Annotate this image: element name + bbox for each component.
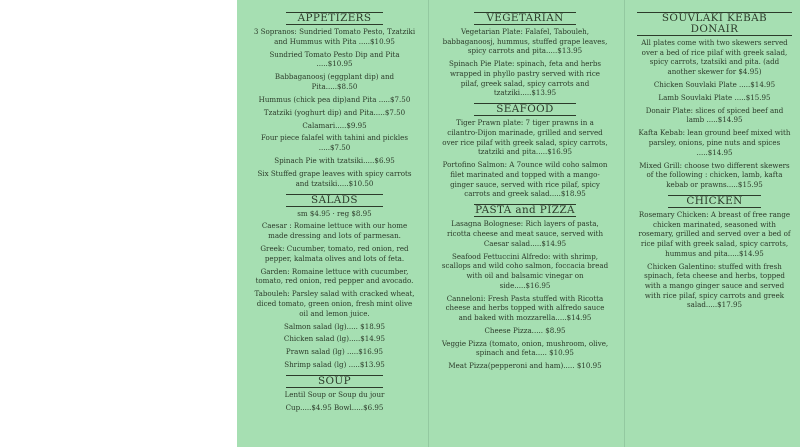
menu-item: All plates come with two skewers served over a bed of rice pilaf with greek salad, spicy carrots, tzatsiki and pita. (add another skewer for $4.95) [641, 38, 788, 77]
menu-item: Vegetarian Plate: Falafel, Tabouleh, babbaganoosj, hummus, stuffed grape leaves, spicy carrots and pita.....$13.95 [442, 27, 608, 56]
section-heading-salads: SALADS [286, 194, 384, 207]
menu-item: Meat Pizza(pepperoni and ham)..... $10.95 [448, 361, 602, 371]
section-heading-appetizers: APPETIZERS [286, 12, 384, 25]
menu-item: Portofino Salmon: A 7ounce wild coho salmon filet marinated and topped with a mango-ginger sauce, served with rice pilaf, spicy carrots and greek salad.....$18.95 [442, 160, 608, 199]
section-heading-chicken: CHICKEN [668, 195, 761, 208]
menu-item: sm $4.95 · reg $8.95 [297, 208, 372, 218]
menu-item: Seafood Fettuccini Alfredo: with shrimp, scallops and wild coho salmon, foccacia bread with oil and balsamic vinegar on side.....$16.95 [441, 251, 609, 290]
menu-item: Salmon salad (lg)..... $18.95 [283, 321, 386, 331]
menu-column-1 [253, 10, 416, 416]
menu-item: Spinach Pie with tzatsiki.....$6.95 [274, 156, 395, 166]
section-heading-soup: SOUP [286, 375, 384, 388]
menu-item: Chicken salad (lg).....$14.95 [283, 334, 386, 344]
menu-item: Lamb Souvlaki Plate .....$15.95 [658, 92, 771, 102]
menu-item: Spinach Pie Plate: spinach, feta and herbs wrapped in phyllo pastry served with rice pilaf, greek salad, spicy carrots and tzatziki.....$13.95 [448, 59, 602, 98]
menu-item: Chicken Souvlaki Plate .....$14.95 [653, 80, 776, 89]
menu-item: Garden: Romaine lettuce with cucumber, tomato, red onion, red pepper and avocado. [255, 266, 414, 286]
menu-item: Rosemary Chicken: A breast of free range chicken marinated, seasoned with rosemary, grilled and served over a bed of rice pilaf with greek salad, spicy carrots, hummus and pita.....$14.95 [638, 209, 791, 258]
menu-item: Cheese Pizza..... $8.95 [484, 325, 566, 335]
menu-column-3 [637, 10, 792, 313]
menu-item: Canneloni: Fresh Pasta stuffed with Ricotta cheese and herbs topped with alfredo sauce and baked with mozzarella.....$14.95 [445, 293, 605, 322]
section-heading-vegetarian: VEGETARIAN [474, 12, 576, 25]
menu-item: Donair Plate: slices of spiced beef and lamb .....$14.95 [645, 105, 784, 125]
menu-item: Greek: Cucumber, tomato, red onion, red pepper, kalmata olives and lots of feta. [260, 244, 409, 263]
menu-item: Calamari.....$9.95 [302, 120, 367, 130]
menu-item: Sundried Tomato Pesto Dip and Pita .....$10.95 [269, 49, 400, 69]
menu-item: Tiger Prawn plate: 7 tiger prawns in a cilantro-Dijon marinade, grilled and served over rice pilaf with greek salad, spicy carrots, tzatziki and pita.....$16.95 [442, 118, 608, 157]
menu-item: Shrimp salad (lg) .....$13.95 [284, 360, 385, 370]
menu-item: Cup.....$4.95 Bowl.....$6.95 [285, 402, 384, 412]
page-fold [624, 0, 625, 447]
menu-item: Four piece falafel with tahini and pickles .....$7.50 [261, 133, 408, 153]
menu-item: Prawn salad (lg) .....$16.95 [285, 347, 384, 357]
section-heading-souvlaki-kebab-donair: SOUVLAKI KEBAB DONAIR [637, 12, 792, 36]
section-heading-pasta-pizza: PASTA and PIZZA [475, 204, 575, 217]
menu-item: Lasagna Bolognese: Rich layers of pasta, ricotta cheese and meat sauce, served with Caesar salad.....$14.95 [446, 219, 604, 248]
page-fold [428, 0, 429, 447]
menu-item: Chicken Galentino: stuffed with fresh spinach, feta cheese and herbs, topped with a mango ginger sauce and served with rice pilaf, spicy carrots and greek salad.....$17.95 [644, 261, 785, 310]
menu-item: Mixed Grill: choose two different skewers of the following : chicken, lamb, kafta kebab or prawns.....$15.95 [639, 160, 790, 190]
menu-item: Veggie Pizza (tomato, onion, mushroom, olive, spinach and feta..... $10.95 [441, 338, 609, 358]
menu-item: Tabouleh: Parsley salad with cracked wheat, diced tomato, green onion, fresh mint olive oil and lemon juice. [254, 289, 415, 318]
menu-item: 3 Sopranos: Sundried Tomato Pesto, Tzatziki and Hummus with Pita .....$10.95 [253, 27, 416, 46]
menu-column-2 [440, 10, 610, 374]
section-heading-seafood: SEAFOOD [474, 103, 576, 116]
menu-item: Six Stuffed grape leaves with spicy carrots and tzatsiki.....$10.50 [257, 168, 412, 188]
menu-item: Caesar : Romaine lettuce with our home made dressing and lots of parmesan. [261, 221, 408, 241]
menu-item: Hummus (chick pea dip)and Pita .....$7.50 [258, 94, 411, 104]
menu-item: Lentil Soup or Soup du jour [284, 390, 385, 400]
menu-item: Babbaganoosj (eggplant dip) and Pita.....$8.50 [274, 72, 395, 91]
menu-item: Kafta Kebab: lean ground beef mixed with parsley, onions, pine nuts and spices .....$14.95 [638, 128, 791, 157]
menu-item: Tzatziki (yoghurt dip) and Pita.....$7.50 [263, 107, 406, 117]
